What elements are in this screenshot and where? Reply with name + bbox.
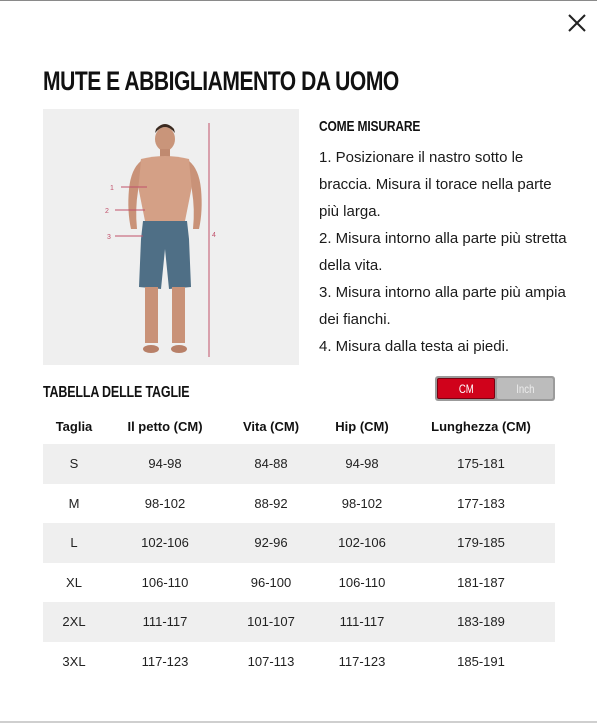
size-cell: 3XL — [43, 642, 105, 682]
close-icon — [566, 12, 588, 34]
column-header-hip: Hip (CM) — [335, 418, 389, 434]
waist-cell: 84-88 — [225, 444, 317, 484]
chest-cell: 102-106 — [105, 523, 225, 563]
table-row — [43, 523, 555, 563]
dialog-top-border — [0, 0, 597, 1]
length-cell: 181-187 — [407, 563, 555, 603]
length-cell: 175-181 — [407, 444, 555, 484]
size-chart-title: TABELLA DELLE TAGLIE — [43, 384, 190, 401]
hip-cell: 98-102 — [317, 484, 407, 524]
size-cell: M — [43, 484, 105, 524]
column-header-waist: Vita (CM) — [242, 418, 300, 434]
table-row — [43, 602, 555, 642]
length-cell: 185-191 — [407, 642, 555, 682]
chest-cell: 98-102 — [105, 484, 225, 524]
table-row — [43, 484, 555, 524]
measure-step: 3. Misura intorno alla parte più ampia dei fianchi. — [319, 284, 566, 328]
column-header-chest: Il petto (CM) — [127, 418, 203, 434]
measure-steps-list — [319, 144, 569, 360]
hip-cell: 94-98 — [317, 444, 407, 484]
table-row — [43, 642, 555, 682]
dialog-title: MUTE E ABBIGLIAMENTO DA UOMO — [43, 66, 399, 96]
measurement-model-image — [43, 109, 299, 365]
measure-step: 2. Misura intorno alla parte più stretta della vita. — [319, 230, 567, 274]
chest-cell: 106-110 — [105, 563, 225, 603]
chest-cell: 94-98 — [105, 444, 225, 484]
measure-step: 1. Posizionare il nastro sotto le braccia. Misura il torace nella parte più larga. — [319, 149, 552, 220]
hip-cell: 102-106 — [317, 523, 407, 563]
table-row — [43, 444, 555, 484]
marker-4: 4 — [212, 232, 216, 239]
size-table — [43, 408, 555, 681]
length-cell: 183-189 — [407, 602, 555, 642]
hip-cell: 111-117 — [317, 602, 407, 642]
size-cell: S — [43, 444, 105, 484]
size-cell: XL — [43, 563, 105, 603]
size-cell: 2XL — [43, 602, 105, 642]
waist-cell: 96-100 — [225, 563, 317, 603]
hip-cell: 106-110 — [317, 563, 407, 603]
marker-3: 3 — [107, 234, 111, 241]
how-to-measure-title: COME MISURARE — [319, 118, 421, 135]
column-header-length: Lunghezza (CM) — [431, 418, 531, 434]
unit-toggle[interactable] — [435, 376, 555, 401]
column-header-size: Taglia — [55, 418, 93, 434]
marker-2: 2 — [105, 208, 109, 215]
marker-1: 1 — [110, 185, 114, 192]
length-cell: 177-183 — [407, 484, 555, 524]
unit-option-cm[interactable]: CM — [437, 378, 495, 399]
waist-cell: 92-96 — [225, 523, 317, 563]
length-cell: 179-185 — [407, 523, 555, 563]
hip-cell: 117-123 — [317, 642, 407, 682]
measure-step: 4. Misura dalla testa ai piedi. — [319, 338, 510, 355]
table-row — [43, 563, 555, 603]
waist-cell: 107-113 — [225, 642, 317, 682]
size-cell: L — [43, 523, 105, 563]
chest-cell: 111-117 — [105, 602, 225, 642]
waist-cell: 88-92 — [225, 484, 317, 524]
close-button[interactable] — [566, 12, 588, 34]
waist-cell: 101-107 — [225, 602, 317, 642]
unit-option-inch[interactable]: Inch — [497, 378, 553, 399]
chest-cell: 117-123 — [105, 642, 225, 682]
table-header-row — [43, 408, 555, 444]
